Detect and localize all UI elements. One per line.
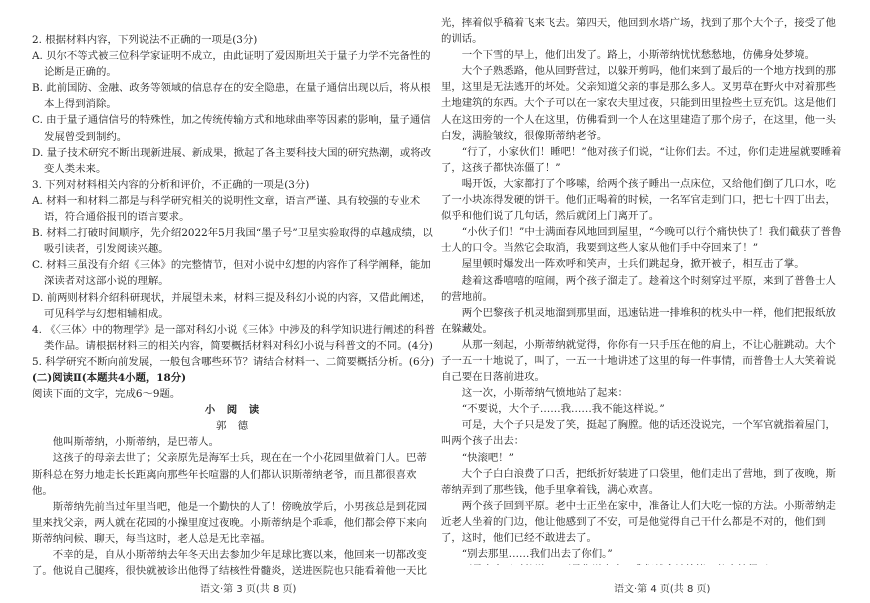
q5: 5. 科学研究不断向前发展，一般包含哪些环节？请结合材料一、二简要概括分析。(6分)	[32, 355, 434, 368]
story-paragraph	[441, 562, 845, 565]
q2-stem: 2. 根据材料内容，下列说法不正确的一项是(3分)	[32, 34, 258, 46]
q3-option-a: A. 材料一和材料二都是与科学研究相关的说明性文章，语言严谨、具有较强的专业术语，符合通俗报刊的语言要求。	[32, 194, 421, 224]
section-heading: (二)阅读Ⅱ(本题共4小题，18分)	[32, 371, 187, 384]
story-paragraph: 光，摔着似乎稿着飞来飞去。第四天，他回到水塔广场，找到了那个大个子，接受了他的训话。	[441, 17, 836, 46]
story-paragraph: 两个孩子回到平原。老中士正坐在家中，准备让人们大吃一惊的方法。小斯蒂纳走近老人坐着的门边，他让他感到了不安，可是他觉得自己干什么都是不对的，他们到了，这时，他们已经不敢进去了。	[441, 499, 836, 544]
story-paragraph: 从那一刻起，小斯蒂纳就觉得，你你有一只手压在他的肩上，不让心脏跳动。大个子一五一十地说了，叫了，一五一十地讲述了这里的每一件事情，而普鲁士人大笑着说自己要在日落前进攻。	[441, 338, 836, 384]
story-paragraph: 喝开饭，大家都打了个哆嗦，给两个孩子睡出一点床位，又给他们倒了几口水，吃了一小块冻得发硬的饼干。他们正喝着的时候，一名军官走到门口，把七十四丁出去，似乎和他们说了几句话，然后就闭上门离开了。	[441, 177, 836, 223]
story-title: 小 阅 读	[204, 404, 264, 417]
q3-option-b: B. 材料二打破时间顺序，先介绍2022年5月我国“墨子号”卫星实验取得的卓越成绩，以吸引读者，引发阅读兴趣。	[32, 227, 433, 256]
q3-option-c: C. 材料三虽没有介绍《三体》的完整情节，但对小说中幻想的内容作了科学阐释，能加深读者对这部小说的理解。	[32, 259, 431, 288]
q2-option-a: A. 贝尔不等式被三位科学家证明不成立，由此证明了爱因斯坦关于量子力学不完备性的论断是正确的。	[32, 50, 431, 79]
story-paragraph: 大个子白白浪费了口舌，把纸折好装进了口袋里，他们走出了营地，到了夜晚，斯蒂纳弄到了那些钱，他手里拿着钱，满心欢喜。	[441, 467, 836, 496]
q4: 4. 《〈三体〉中的物理学》是一部对科幻小说《三体》中涉及的科学知识进行阐述的科普类作品。请根据材料三的相关内容，简要概括材料对科幻小说与科普文的不同。(4分)	[32, 323, 435, 352]
story-paragraph: 这孩子的母亲去世了；父亲原先是海军士兵，现在在一个小花园里做着门人。巴蒂斯科总在努力地走长长距离向那些年长喧嚣的人们都认识斯蒂纳老爷，而且都很喜欢他。	[32, 452, 427, 497]
story-paragraph: 大个子熟悉路，他从回野营过，以躲开剪吗，他们来到了最后的一个地方找到的那里，这里是无法逃开的坏处。父亲知道父亲的事是那么多人。叉男草在野火中对着那些土地建筑的东西。大个子可以在一家农夫里过夜，只能到田里捡些土豆充饥。这是他们人在这田旁的一个人在这里，仿佛看到一个人在这里建造了那个房子，在这里，他一头白发，满脸皱纹，很像斯蒂纳老爷。	[441, 65, 836, 142]
right-column	[441, 15, 845, 565]
story-paragraph: “小伙子们！”中士满面春风地回到屋里，“今晚可以行个痛快快了！我们截获了普鲁士人的口令。当然它会取消，我要到这些人家从他们手中夺回来了！”	[441, 226, 842, 255]
story-paragraph: 趁着这番嘻嘻的喧闹，两个孩子溜走了。趁着这个时刻穿过平原，来到了普鲁士人的营地前。	[441, 274, 836, 303]
q2-option-d: D. 量子技术研究不断出现新进展、新成果，掀起了各主要科技大国的研究热潮，或将改变人类未来。	[32, 146, 432, 175]
story-paragraph: 斯蒂纳先前当过年里当吧，他是一个勤快的人了！傍晚放学后，小男孩总是到花园里来找父亲，两人就在花园的小操里度过夜晚。小斯蒂纳是个乖乖，他们都会停下来向斯蒂纳问候、聊天，每当这时，老人总是无比幸福。	[32, 500, 427, 545]
story-author: 郭 德	[215, 420, 253, 433]
page-footer-left: 语文·第 3 页(共 8 页)	[200, 584, 297, 595]
reading-instruction: 阅读下面的文字，完成6～9题。	[32, 388, 181, 401]
story-paragraph: “行了，小家伙们！睡吧！”他对孩子们说，“让你们去。不过，你们走进屋就要睡着了，这孩子都快冻僵了！”	[441, 145, 842, 174]
story-paragraph: 两个巴黎孩子机灵地溜到那里面，迅速钻进一排堆积的枕头中一样，他们把报纸放在躲藏处。	[441, 306, 836, 335]
story-paragraph: 可是，大个子只是发了笑，挺起了胸膛。他的话还没说完，一个军官就指着屋门，叫两个孩子出去：	[441, 419, 836, 448]
q3-option-d: D. 前两则材料介绍科研现状，并展望未来，材料三提及科幻小说的内容，又借此阐述，可见科学与幻想相辅相成。	[32, 291, 432, 320]
left-column	[32, 32, 436, 577]
story-paragraph: 一个下雪的早上，他们出发了。路上，小斯蒂纳忧忧愁愁地，仿佛身处梦境。	[461, 49, 816, 62]
story-paragraph: “快滚吧！”	[461, 451, 514, 464]
story-paragraph: “别去那里……我们出去了你们。”	[461, 548, 613, 561]
q2-option-b: B. 此前国防、金融、政务等领域的信息存在的安全隐患，在量子通信出现以后，将从根本上得到消除。	[32, 82, 431, 111]
story-paragraph: 这一次，小斯蒂纳气愤地站了起来：	[461, 387, 629, 400]
story-paragraph: “不要说，大个子……我……我不能这样说。”	[461, 403, 665, 416]
q2-option-c: C. 由于量子通信信号的特殊性，加之传统传输方式和地球曲率等因素的影响，量子通信发展曾受到制约。	[32, 114, 431, 143]
q3-stem: 3. 下列对材料相关内容的分析和评价，不正确的一项是(3分)	[32, 178, 310, 191]
page-footer-right: 语文·第 4 页(共 8 页)	[614, 584, 711, 595]
story-paragraph: 屋里顿时爆发出一阵欢呼和笑声，士兵们跳起身，掀开被子，相互击了掌。	[461, 258, 805, 271]
story-paragraph: 他叫斯蒂纳，小斯蒂纳，是巴蒂人。	[52, 436, 220, 449]
story-paragraph: 不幸的是，自从小斯蒂纳去年冬天出去参加少年足球比赛以来，他回来一切都改变了。他说自己腿疼，很快就被诊出他得了结核性骨髓炎，送进医院也只能看着他一天比	[32, 549, 427, 577]
